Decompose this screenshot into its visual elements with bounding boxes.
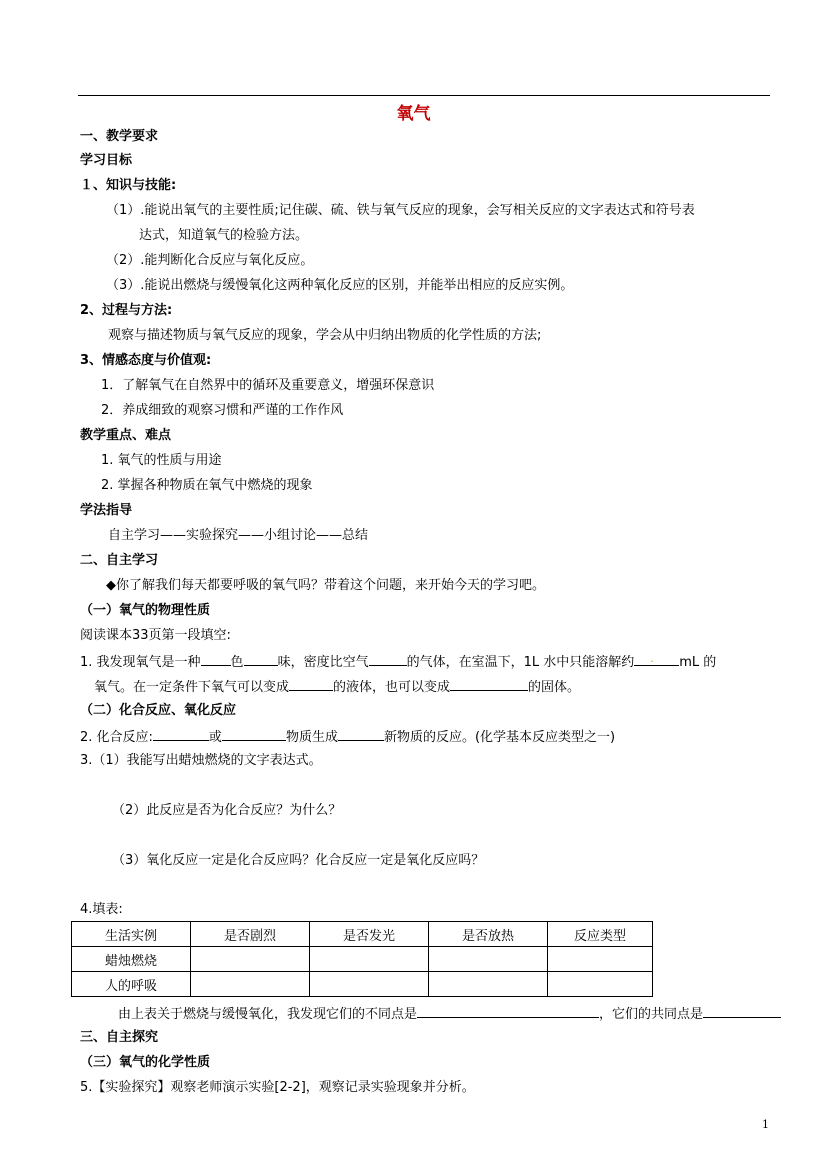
fill-blank[interactable]: [369, 652, 407, 666]
fill-in-table: [71, 921, 653, 997]
question-3-sub-3: （3）氧化反应一定是化合反应吗？化合反应一定是氧化反应吗？: [112, 853, 485, 868]
stray-dot: .: [650, 652, 654, 665]
paragraph-line: 1．了解氧气在自然界中的循环及重要意义，增强环保意识: [101, 378, 435, 393]
subsection-heading: 学法指导: [80, 503, 133, 518]
table-summary-line: [118, 1004, 781, 1024]
section-heading: 三、自主探究: [80, 1030, 159, 1045]
table-cell[interactable]: [548, 972, 653, 997]
question-3-line: 3.（1）我能写出蜡烛燃烧的文字表达式。: [80, 753, 322, 768]
table-cell[interactable]: [310, 947, 429, 972]
table-cell[interactable]: [429, 947, 548, 972]
subsection-heading: 3、情感态度与价值观:: [80, 353, 212, 368]
fill-blank[interactable]: [450, 677, 528, 691]
text-segment: ，它们的共同点是: [599, 1007, 704, 1022]
paragraph-line: 2．养成细致的观察习惯和严谨的工作作风: [101, 403, 344, 418]
text-segment: 由上表关于燃烧与缓慢氧化，我发现它们的不同点是: [118, 1007, 418, 1022]
text-segment: 味，密度比空气: [277, 655, 369, 670]
fill-blank[interactable]: [634, 652, 679, 666]
table-header-cell: 反应类型: [548, 922, 653, 947]
table-header-cell: 是否发光: [310, 922, 429, 947]
subsection-heading: 2、过程与方法:: [80, 303, 173, 318]
subsection-heading: １、知识与技能:: [80, 178, 177, 193]
table-cell: 蜡烛燃烧: [72, 947, 191, 972]
table-cell: 人的呼吸: [72, 972, 191, 997]
page-number: 1: [762, 1118, 769, 1131]
paragraph-line: （2）.能判断化合反应与氧化反应。: [106, 253, 314, 268]
table-header-cell: 是否放热: [429, 922, 548, 947]
table-header-row: [72, 922, 653, 947]
subsection-heading: 教学重点、难点: [80, 428, 172, 443]
paragraph-line: 观察与描述物质与氧气反应的现象，学会从中归纳出物质的化学性质的方法;: [108, 328, 542, 343]
text-segment: 的固体。: [528, 680, 581, 695]
fill-blank[interactable]: [338, 727, 384, 741]
text-segment: 新物质的反应。(化学基本反应类型之一): [383, 730, 616, 745]
paragraph-line: 达式，知道氧气的检验方法。: [139, 228, 309, 243]
text-segment: 的液体，也可以变成: [333, 680, 451, 695]
table-cell[interactable]: [429, 972, 548, 997]
table-header-cell: 是否剧烈: [191, 922, 310, 947]
table-row: [72, 947, 653, 972]
subsection-heading: 学习目标: [80, 153, 133, 168]
table-row: [72, 972, 653, 997]
text-segment: 1. 我发现氧气是一种: [80, 655, 201, 670]
table-cell[interactable]: [191, 972, 310, 997]
text-segment: 或: [208, 730, 222, 745]
table-header-cell: 生活实例: [72, 922, 191, 947]
fill-blank[interactable]: [289, 677, 333, 691]
table-cell[interactable]: [191, 947, 310, 972]
text-segment: 2. 化合反应:: [80, 730, 153, 745]
page-title: 氧气: [396, 104, 431, 124]
subsection-heading: （三）氧气的化学性质: [80, 1055, 211, 1070]
subsection-heading: （一）氧气的物理性质: [80, 603, 211, 618]
subsection-heading: （二）化合反应、氧化反应: [80, 703, 237, 718]
paragraph-line: （3）.能说出燃烧与缓慢氧化这两种氧化反应的区别，并能举出相应的反应实例。: [106, 278, 574, 293]
text-segment: 色: [230, 655, 244, 670]
text-segment: 的气体，在室温下，1L 水中只能溶解约: [406, 655, 635, 670]
fill-blank[interactable]: [153, 727, 209, 741]
fill-blank[interactable]: [222, 727, 286, 741]
fill-blank[interactable]: [201, 652, 231, 666]
paragraph-line: （1）.能说出氧气的主要性质;记住碳、硫、铁与氧气反应的现象，会写相关反应的文字表达式和符号表: [106, 203, 695, 218]
text-segment: 氧气。在一定条件下氧气可以变成: [94, 680, 290, 695]
paragraph-line: 阅读课本33页第一段填空:: [80, 628, 231, 643]
table-cell[interactable]: [548, 947, 653, 972]
question-2-line: [80, 727, 615, 747]
fill-blank[interactable]: [703, 1004, 781, 1018]
paragraph-line: 5.【实验探究】观察老师演示实验[2-2]，观察记录实验现象并分析。: [80, 1080, 475, 1095]
header-rule: [78, 95, 770, 96]
table-cell[interactable]: [310, 972, 429, 997]
question-3-sub-2: （2）此反应是否为化合反应？为什么？: [112, 803, 342, 818]
question-1-line-2: [94, 677, 580, 697]
question-4-label: 4.填表:: [80, 902, 123, 917]
section-heading: 一、教学要求: [80, 129, 159, 144]
fill-blank[interactable]: [244, 652, 278, 666]
section-heading: 二、自主学习: [80, 553, 159, 568]
paragraph-line: 自主学习——实验探究——小组讨论——总结: [108, 528, 369, 543]
text-segment: mL 的: [679, 655, 717, 670]
text-segment: 物质生成: [285, 730, 338, 745]
question-1-line-1: [80, 652, 716, 672]
paragraph-line: 2. 掌握各种物质在氧气中燃烧的现象: [101, 478, 313, 493]
paragraph-line: 1. 氧气的性质与用途: [101, 453, 222, 468]
fill-blank[interactable]: [417, 1004, 599, 1018]
paragraph-line: ◆你了解我们每天都要呼吸的氧气吗？带着这个问题，来开始今天的学习吧。: [106, 578, 545, 593]
